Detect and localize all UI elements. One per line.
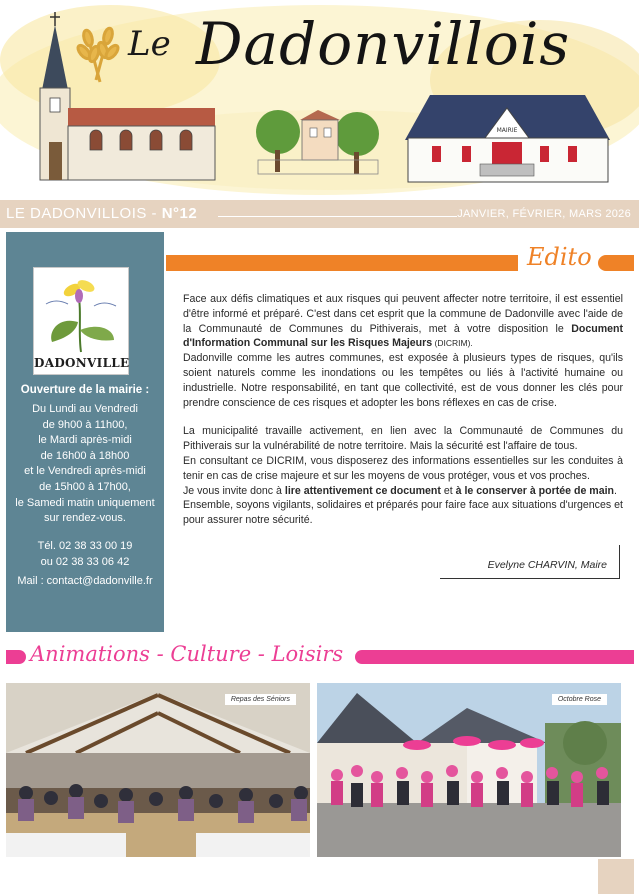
corner-block (598, 859, 634, 894)
phone-1: Tél. 02 38 33 00 19 (37, 540, 133, 552)
edito-paragraph: Dadonville comme les autres communes, est exposée à plusieurs types de risques, qu'ils soient naturels comme les inondations ou les tempêtes ou liés à l'activité humaine ou industrielle. Notre responsabilité, en tant que collectivité, est de vous donner les clés pour prendre conscience de ces risques et adopter les bons réflexes en cas de crise. (183, 352, 623, 409)
hours-line: le Samedi matin uniquement (15, 496, 155, 509)
flower-logo-icon (38, 272, 124, 356)
photo-caption: Octobre Rose (552, 694, 607, 705)
edito-title: Edito (527, 243, 592, 271)
edito-paragraph (183, 292, 623, 351)
contact-block (6, 539, 164, 590)
dadonville-logo (33, 267, 129, 375)
edito-paragraph: Ensemble, soyons vigilants, solidaires et préparés pour faire face aux situations d'urgences et pour assurer notre sécurité. (183, 499, 623, 527)
animations-title: Animations - Culture - Loisirs (30, 642, 344, 666)
hours-line: de 16h00 à 18h00 (40, 449, 130, 462)
dicrim-acronym: (DICRIM). (432, 338, 473, 349)
animations-rule-start (6, 650, 26, 664)
opening-hours-heading: Ouverture de la mairie : (20, 384, 150, 396)
seniors-meal-photo (6, 683, 310, 857)
edito-paragraph: La municipalité travaille activement, en lien avec la Communauté de Communes du Pithiverais sur la vulnérabilité de notre territoire. Mais la sécurité est l'affaire de tous. (183, 425, 623, 453)
issue-number: N°12 (161, 205, 198, 222)
signature-box (440, 545, 620, 579)
masthead-illustration (0, 0, 639, 195)
edito-paragraph: En consultant ce DICRIM, vous disposerez des informations essentielles sur les conduites à tenir en cas de crise majeure et sur les moyens de vous protéger, vous et vos proches. (183, 454, 623, 482)
info-sidebar (6, 232, 164, 632)
opening-hours (6, 402, 164, 527)
hours-line: le Mardi après-midi (38, 434, 132, 447)
newsletter-name: LE DADONVILLOIS - (6, 205, 162, 222)
edito-text-run: et (440, 484, 456, 497)
mairie-drawing (405, 95, 610, 182)
mayor-signature: Evelyne CHARVIN, Maire (487, 559, 607, 571)
hours-line: et le Vendredi après-midi (24, 465, 146, 478)
issue-rule (218, 216, 457, 217)
edito-text-run: . (614, 484, 617, 497)
edito-emphasis: à le conserver à portée de main (455, 484, 615, 497)
animations-rule (355, 650, 634, 664)
issue-bar (0, 200, 639, 228)
masthead-title: Dadonvillois (196, 10, 571, 78)
phone-2: ou 02 38 33 06 42 (40, 555, 130, 568)
edito-text-run: Face aux défis climatiques et aux risques qui peuvent affecter notre territoire, il est essentiel d'être informé et préparé. C'est dans cet esprit que la commune de Dadonville avec l'aide de la Communauté de Communes du Pithiverais, met à votre disposition le (183, 293, 623, 335)
svg-text:MAIRIE: MAIRIE (496, 127, 518, 134)
issue-label (6, 205, 197, 222)
photo-caption: Repas des Séniors (225, 694, 296, 705)
edito-emphasis: lire attentivement ce document (284, 484, 441, 497)
dicrim-title: Document d'Information Communal sur les Risques Majeurs (183, 322, 623, 350)
edito-paragraph (183, 484, 623, 499)
hours-line: de 9h00 à 11h00, (42, 418, 128, 431)
edito-text-run: Je vous invite donc à (183, 484, 285, 497)
hours-line: de 15h00 à 17h00, (39, 480, 131, 493)
edito-rule (166, 255, 518, 271)
edito-body (183, 292, 623, 528)
hours-line: Du Lundi au Vendredi (32, 403, 138, 415)
email-contact: Mail : contact@dadonville.fr (17, 575, 153, 588)
logo-text: DADONVILLE (34, 356, 130, 370)
masthead-title-prefix: Le (128, 24, 171, 64)
edito-rule-end (598, 255, 634, 271)
octobre-rose-photo (317, 683, 621, 857)
issue-period: JANVIER, FÉVRIER, MARS 2026 (457, 208, 631, 220)
hours-line: sur rendez-vous. (44, 512, 126, 525)
